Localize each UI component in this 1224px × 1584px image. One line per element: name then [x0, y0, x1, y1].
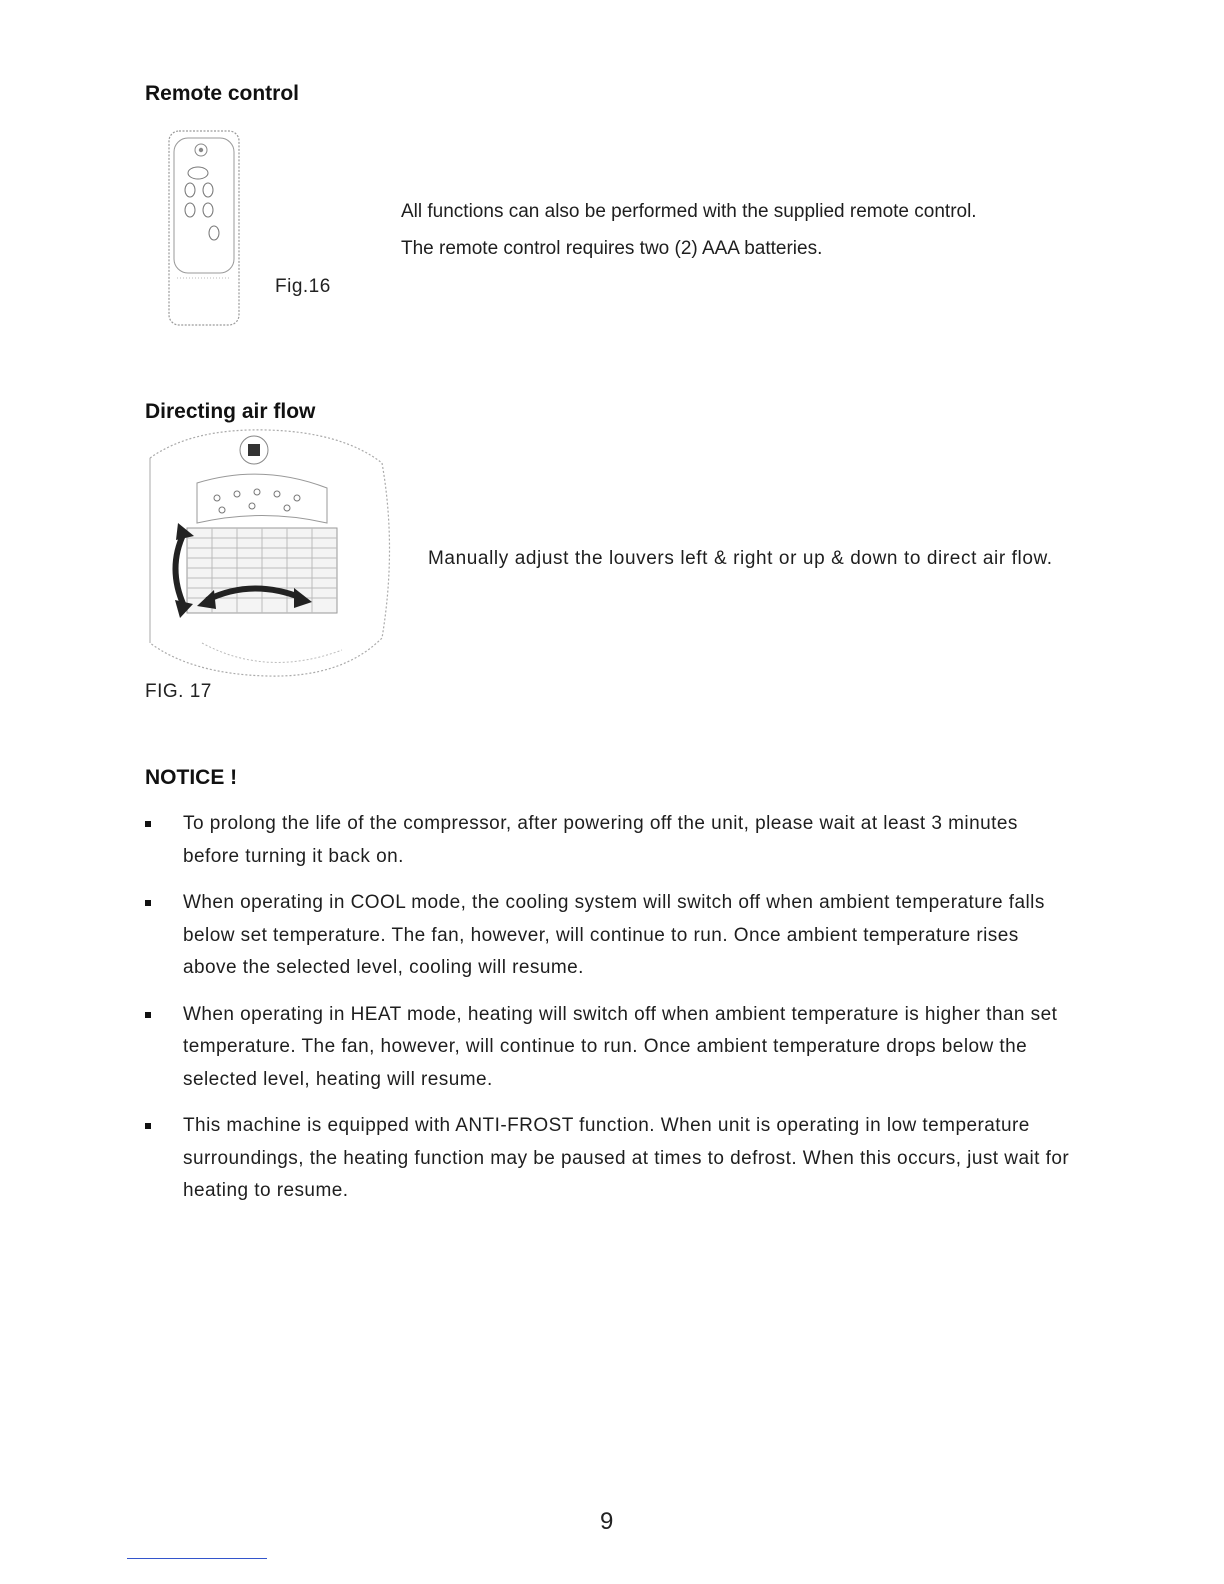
notice-item — [145, 999, 1070, 1097]
remote-control-illustration — [165, 128, 245, 328]
remote-text-line-2: The remote control requires two (2) AAA batteries. — [401, 238, 823, 259]
bullet-icon — [145, 1123, 151, 1129]
remote-control-heading: Remote control — [145, 82, 300, 105]
notice-item-text: When operating in COOL mode, the cooling system will switch off when ambient temperature falls below set temperature. The fan, however, will continue to run. Once ambient temperature rises above the selected level, cooling will resume. — [183, 892, 1045, 978]
remote-control-description — [401, 193, 1101, 267]
bullet-icon — [145, 1012, 151, 1018]
footer-divider — [127, 1558, 267, 1559]
notice-item — [145, 1110, 1070, 1208]
remote-text-line-1: All functions can also be performed with the supplied remote control. — [401, 201, 977, 222]
notice-item-text: This machine is equipped with ANTI-FROST function. When unit is operating in low temperature surroundings, the heating function may be paused at times to defrost. When this occurs, just wait for heating to resume. — [183, 1115, 1070, 1201]
notice-item-text: When operating in HEAT mode, heating will switch off when ambient temperature is higher than set temperature. The fan, however, will continue to run. Once ambient temperature drops below the selected level, heating will resume. — [183, 1003, 1058, 1090]
notice-item-text: To prolong the life of the compressor, after powering off the unit, please wait at least 3 minutes before turning it back on. — [183, 813, 1018, 867]
air-flow-description: Manually adjust the louvers left & right or up & down to direct air flow. — [428, 548, 1053, 569]
bullet-icon — [145, 900, 151, 906]
figure-16-label: Fig.16 — [275, 276, 331, 297]
notice-item — [145, 808, 1070, 873]
air-flow-heading: Directing air flow — [145, 400, 316, 423]
notice-item — [145, 887, 1070, 985]
notice-heading: NOTICE ! — [145, 766, 238, 789]
bullet-icon — [145, 821, 151, 827]
page-number: 9 — [600, 1508, 614, 1535]
notice-list — [145, 808, 1070, 1222]
figure-17-label: FIG. 17 — [145, 681, 212, 702]
air-flow-illustration — [142, 428, 392, 683]
